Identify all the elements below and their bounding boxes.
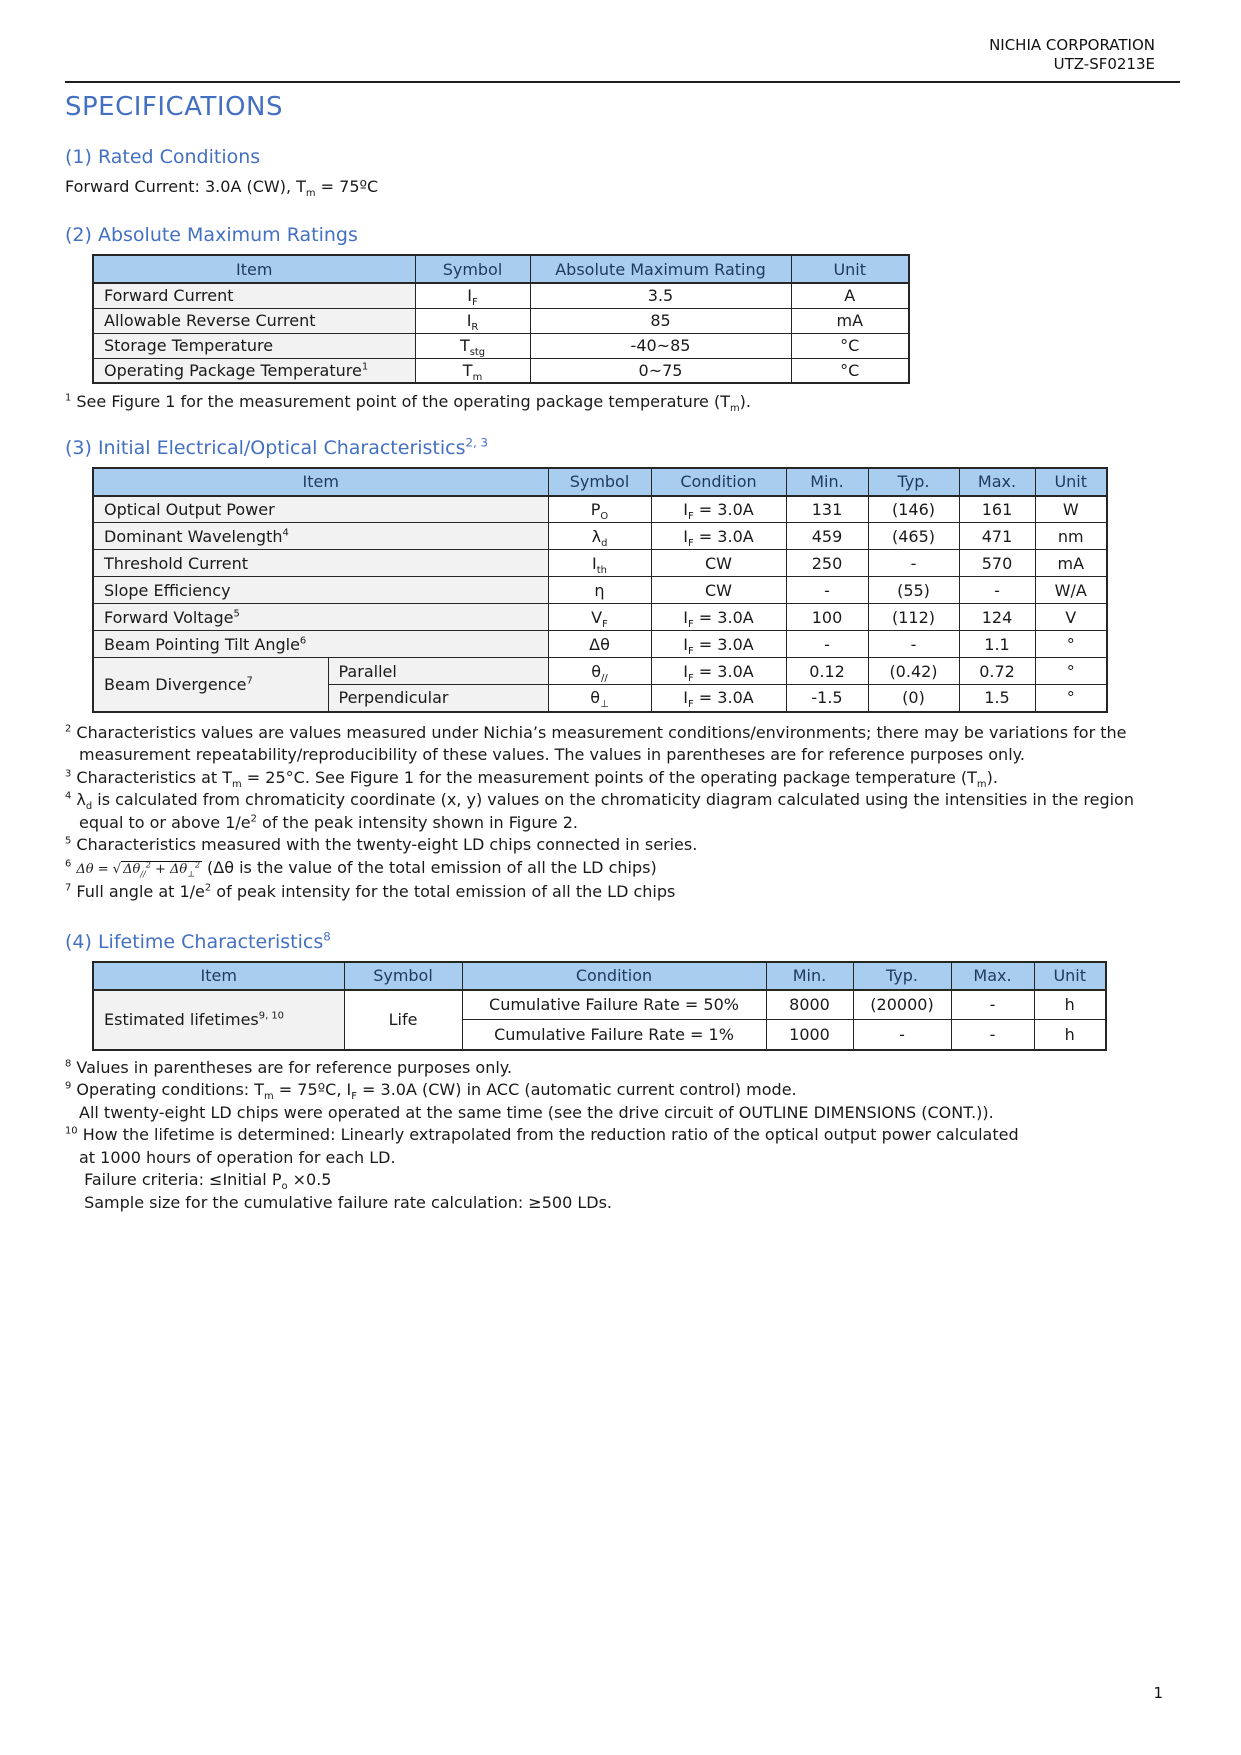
column-header-typ: Typ. xyxy=(868,468,959,496)
cell-unit: h xyxy=(1034,1020,1106,1050)
cell-condition: $I_F = 3.0A$ xyxy=(651,604,786,631)
cell-typ: (0.42) xyxy=(868,658,959,685)
cell-item-beam-divergence: Beam Divergence$^7$ xyxy=(93,658,328,712)
cell-symbol: $\theta_\perp$ xyxy=(548,685,651,712)
column-header-condition: Condition xyxy=(462,962,766,990)
section-heading-lifetime: (4) Lifetime Characteristics$^8$ xyxy=(65,929,331,953)
cell-rating: 3.5 xyxy=(530,283,791,308)
document-header xyxy=(65,36,1180,74)
cell-condition: $I_F = 3.0A$ xyxy=(651,631,786,658)
section-heading-absolute-maximum-ratings: (2) Absolute Maximum Ratings xyxy=(65,224,358,246)
cell-typ: (465) xyxy=(868,523,959,550)
column-header-item: Item xyxy=(93,962,344,990)
cell-min: - xyxy=(786,631,868,658)
table-header-row xyxy=(93,962,1106,990)
cell-unit: °C xyxy=(791,358,909,383)
cell-subitem-perpendicular: Perpendicular xyxy=(328,685,548,712)
cell-unit: °C xyxy=(791,333,909,358)
company-name: NICHIA CORPORATION xyxy=(989,36,1155,54)
cell-item: Slope Efficiency xyxy=(93,577,548,604)
cell-max: 161 xyxy=(959,496,1035,523)
absolute-maximum-ratings-table xyxy=(92,254,910,384)
cell-rating: -40~85 xyxy=(530,333,791,358)
footnote-3: $^3$ Characteristics at $T_m = 25^\circ C$. See Figure 1 for the measurement points of the operating package temperature $(T_m)$. xyxy=(65,767,998,790)
cell-item: Dominant Wavelength$^4$ xyxy=(93,523,548,550)
cell-max: 1.1 xyxy=(959,631,1035,658)
cell-max: - xyxy=(951,990,1034,1020)
cell-symbol: $P_O$ xyxy=(548,496,651,523)
cell-max: 124 xyxy=(959,604,1035,631)
header-rule xyxy=(65,81,1180,83)
cell-typ: (112) xyxy=(868,604,959,631)
section-heading-electro-optical: (3) Initial Electrical/Optical Characteristics$^{2, 3}$ xyxy=(65,435,488,459)
cell-rating: 85 xyxy=(530,308,791,333)
cell-max: - xyxy=(951,1020,1034,1050)
cell-min: 100 xyxy=(786,604,868,631)
cell-subitem-parallel: Parallel xyxy=(328,658,548,685)
cell-typ: (146) xyxy=(868,496,959,523)
footnote-10: $^{10}$ How the lifetime is determined: Linearly extrapolated from the reduction ratio of the optical output power calculated at 1000 hours of operation for each LD. Failure criteria: ≤Initial $P_o \times 0.5$ Sample size for the cumulative failure rate calculation: ≥500 LDs. xyxy=(65,1125,1019,1212)
cell-min: 459 xyxy=(786,523,868,550)
footnote-1: $^1$ See Figure 1 for the measurement point of the operating package temperature $(T_m)$. xyxy=(65,392,751,415)
footnote-2: $^2$ Characteristics values are values measured under Nichia’s measurement conditions/environments; there may be variations for the measurement repeatability/reproducibility of these values. The values in parentheses are for reference purposes only. xyxy=(65,722,1127,764)
table-header-row xyxy=(93,468,1107,496)
cell-symbol: $I_R$ xyxy=(415,308,530,333)
cell-min: -1.5 xyxy=(786,685,868,712)
column-header-min: Min. xyxy=(766,962,853,990)
cell-condition: CW xyxy=(651,577,786,604)
cell-symbol-life: Life xyxy=(344,990,462,1050)
cell-unit: mA xyxy=(1035,550,1107,577)
cell-symbol: Δθ xyxy=(548,631,651,658)
cell-item: Storage Temperature xyxy=(93,333,415,358)
cell-rating: 0~75 xyxy=(530,358,791,383)
table-header-row xyxy=(93,255,909,283)
column-header-typ: Typ. xyxy=(853,962,951,990)
lifetime-characteristics-table xyxy=(92,961,1107,1051)
column-header-symbol: Symbol xyxy=(548,468,651,496)
cell-item: Forward Voltage$^5$ xyxy=(93,604,548,631)
table-row xyxy=(93,523,1107,550)
footnote-7: $^7$ Full angle at $1/e^2$ of peak intensity for the total emission of all the LD chips xyxy=(65,882,676,901)
cell-min: 8000 xyxy=(766,990,853,1020)
cell-unit: W xyxy=(1035,496,1107,523)
section-heading-rated-conditions: (1) Rated Conditions xyxy=(65,146,261,168)
footnotes-electro-optical xyxy=(65,722,1180,904)
cell-typ: - xyxy=(868,550,959,577)
cell-unit: W/A xyxy=(1035,577,1107,604)
footnote-4: $^4$ $\lambda_d$ is calculated from chromaticity coordinate (x, y) values on the chromaticity diagram calculated using the intensities in the region equal to or above $1/e^2$ of the peak intensity shown in Figure 2. xyxy=(65,790,1134,832)
rated-conditions-text: Forward Current: 3.0A (CW), $T_m$ = 75ºC xyxy=(65,177,379,200)
cell-min: - xyxy=(786,577,868,604)
column-header-max: Max. xyxy=(959,468,1035,496)
cell-condition: $I_F = 3.0A$ xyxy=(651,496,786,523)
cell-unit: h xyxy=(1034,990,1106,1020)
table-row xyxy=(93,333,909,358)
cell-unit: ° xyxy=(1035,658,1107,685)
footnote-5: $^5$ Characteristics measured with the twenty-eight LD chips connected in series. xyxy=(65,835,698,854)
footnote-8: $^8$ Values in parentheses are for reference purposes only. xyxy=(65,1057,513,1077)
footnote-9: $^9$ Operating conditions: $T_m$ = 75ºC, $I_F = 3.0A$ (CW) in ACC (automatic current control) mode. All twenty-eight LD chips were operated at the same time (see the drive circuit of OUTLINE DIMENSIONS (CONT.)). xyxy=(65,1080,994,1122)
table-row xyxy=(93,577,1107,604)
cell-condition: $I_F = 3.0A$ xyxy=(651,685,786,712)
table-row xyxy=(93,283,909,308)
cell-condition: $I_F = 3.0A$ xyxy=(651,658,786,685)
cell-unit: ° xyxy=(1035,685,1107,712)
cell-unit: mA xyxy=(791,308,909,333)
cell-symbol: $I_{th}$ xyxy=(548,550,651,577)
cell-item: Beam Pointing Tilt Angle$^6$ xyxy=(93,631,548,658)
cell-item: Operating Package Temperature$^1$ xyxy=(93,358,415,383)
doc-number: UTZ-SF0213E xyxy=(1053,55,1155,73)
column-header-unit: Unit xyxy=(791,255,909,283)
column-header-min: Min. xyxy=(786,468,868,496)
column-header-absolute-maximum-rating: Absolute Maximum Rating xyxy=(530,255,791,283)
cell-unit: A xyxy=(791,283,909,308)
table-row xyxy=(93,990,1106,1020)
cell-typ: (55) xyxy=(868,577,959,604)
table-row xyxy=(93,604,1107,631)
cell-item: Allowable Reverse Current xyxy=(93,308,415,333)
table-row xyxy=(93,550,1107,577)
cell-condition: $I_F = 3.0A$ xyxy=(651,523,786,550)
cell-typ: - xyxy=(868,631,959,658)
cell-item: Threshold Current xyxy=(93,550,548,577)
cell-max: 471 xyxy=(959,523,1035,550)
column-header-max: Max. xyxy=(951,962,1034,990)
cell-unit: ° xyxy=(1035,631,1107,658)
cell-min: 0.12 xyxy=(786,658,868,685)
table-row xyxy=(93,358,909,383)
cell-typ: - xyxy=(853,1020,951,1050)
cell-item-estimated-lifetimes: Estimated lifetimes$^{9, 10}$ xyxy=(93,990,344,1050)
cell-max: 0.72 xyxy=(959,658,1035,685)
cell-unit: V xyxy=(1035,604,1107,631)
cell-symbol: $\lambda_d$ xyxy=(548,523,651,550)
column-header-symbol: Symbol xyxy=(415,255,530,283)
column-header-unit: Unit xyxy=(1035,468,1107,496)
column-header-symbol: Symbol xyxy=(344,962,462,990)
cell-item: Optical Output Power xyxy=(93,496,548,523)
cell-unit: nm xyxy=(1035,523,1107,550)
table-row xyxy=(93,658,1107,685)
cell-condition: CW xyxy=(651,550,786,577)
footnotes-lifetime xyxy=(65,1057,1180,1215)
cell-symbol: $T_m$ xyxy=(415,358,530,383)
page-number: 1 xyxy=(1153,1684,1163,1702)
cell-condition: Cumulative Failure Rate = 50% xyxy=(462,990,766,1020)
cell-min: 1000 xyxy=(766,1020,853,1050)
cell-condition: Cumulative Failure Rate = 1% xyxy=(462,1020,766,1050)
cell-typ: (20000) xyxy=(853,990,951,1020)
footnote-6: $^6$ Δθ = √ $\Delta\theta_{//}^2 + \Delta\theta_\perp^2$ (Δθ is the value of the total emission of all the LD chips) xyxy=(65,857,657,879)
cell-symbol: $T_{stg}$ xyxy=(415,333,530,358)
table-row xyxy=(93,496,1107,523)
cell-max: 1.5 xyxy=(959,685,1035,712)
cell-max: 570 xyxy=(959,550,1035,577)
column-header-item: Item xyxy=(93,255,415,283)
cell-symbol: $V_F$ xyxy=(548,604,651,631)
column-header-unit: Unit xyxy=(1034,962,1106,990)
cell-min: 250 xyxy=(786,550,868,577)
cell-symbol: $\theta_{//}$ xyxy=(548,658,651,685)
cell-min: 131 xyxy=(786,496,868,523)
column-header-item: Item xyxy=(93,468,548,496)
cell-max: - xyxy=(959,577,1035,604)
table-row xyxy=(93,631,1107,658)
table-row xyxy=(93,308,909,333)
cell-symbol: $I_F$ xyxy=(415,283,530,308)
cell-typ: (0) xyxy=(868,685,959,712)
cell-item: Forward Current xyxy=(93,283,415,308)
electro-optical-characteristics-table xyxy=(92,467,1108,713)
column-header-condition: Condition xyxy=(651,468,786,496)
cell-symbol: η xyxy=(548,577,651,604)
page-title: SPECIFICATIONS xyxy=(65,92,283,122)
